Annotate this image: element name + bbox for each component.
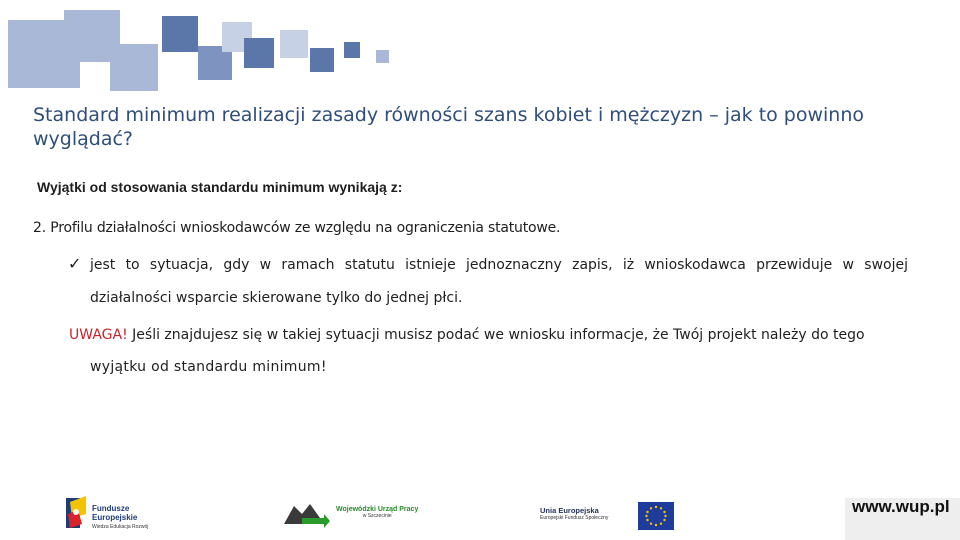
decor-square: [162, 16, 198, 52]
wup-emblem-icon: [280, 500, 330, 528]
decor-square: [110, 44, 158, 91]
decor-square: [344, 42, 360, 58]
ue-logo-name: Unia Europejska: [540, 506, 599, 515]
slide-subtitle: Wyjątki od stosowania standardu minimum wynikają z:: [37, 179, 403, 195]
warning-text: [69, 327, 909, 343]
wup-logo-city: w Szczecinie: [362, 513, 392, 519]
warning-text-line: wyjątku od standardu minimum!: [90, 359, 327, 375]
checkmark-icon: ✓: [68, 256, 82, 273]
bullet-text-line: jest to sytuacja, gdy w ramach statutu istnieje jednoznaczny zapis, iż wnioskodawca przewiduje w swojej: [90, 257, 908, 273]
fe-logo-line: Europejskie: [92, 513, 138, 522]
decor-square: [310, 48, 334, 72]
fe-logo-line: Fundusze: [92, 504, 130, 513]
warning-text-line: Jeśli znajdujesz się w takiej sytuacji musisz podać we wniosku informacje, że Twój projekt należy do tego: [127, 327, 865, 343]
fe-logo-tagline: Wiedza Edukacja Rozwój: [92, 524, 149, 530]
fe-emblem-icon: [64, 492, 88, 532]
slide-title: Standard minimum realizacji zasady równości szans kobiet i mężczyzn – jak to powinno wyglądać?: [33, 104, 865, 150]
decor-square: [376, 50, 389, 63]
warning-label: UWAGA!: [69, 327, 128, 343]
wup-logo: [280, 500, 430, 532]
unia-europejska-logo: [538, 500, 678, 532]
decor-square: [280, 30, 308, 58]
website-url[interactable]: www.wup.pl: [852, 497, 950, 516]
bullet-text-line: działalności wsparcie skierowane tylko do jednej płci.: [90, 290, 463, 306]
fundusze-europejskie-logo: [64, 492, 174, 534]
decor-square: [244, 38, 274, 68]
wup-logo-name: Wojewódzki Urząd Pracy: [336, 506, 419, 513]
numbered-point: 2. Profilu działalności wnioskodawców ze względu na ograniczenia statutowe.: [33, 220, 561, 236]
eu-flag-icon: [638, 502, 674, 530]
ue-logo-fund: Europejski Fundusz Społeczny: [540, 515, 609, 521]
